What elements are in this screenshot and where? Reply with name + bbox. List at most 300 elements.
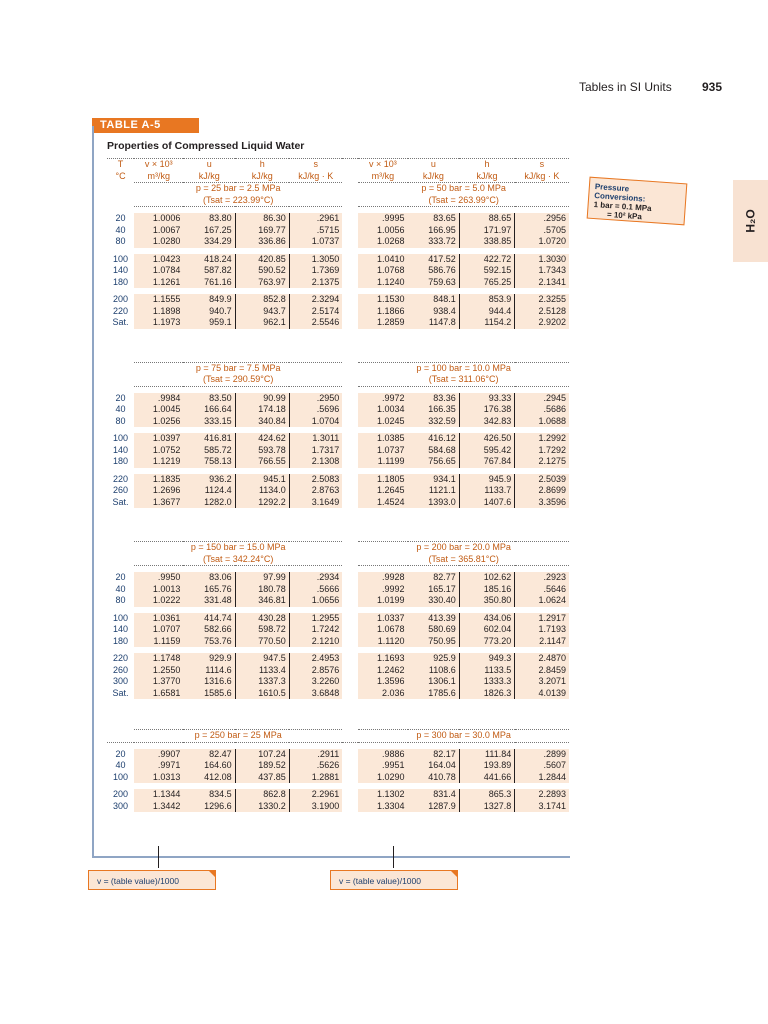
value-cell: 1.0222 — [134, 595, 183, 607]
conversion-line-2: = 10² kPa — [606, 209, 643, 222]
value-cell: 417.52 — [408, 254, 460, 266]
gap-cell — [342, 772, 358, 784]
table-frame-bottom — [92, 856, 570, 858]
value-cell: 97.99 — [235, 572, 289, 584]
value-cell: 1.1159 — [134, 636, 183, 648]
value-cell: 1133.5 — [459, 665, 514, 677]
value-cell: 418.24 — [183, 254, 235, 266]
value-cell: 1.7343 — [515, 265, 569, 277]
value-cell: 430.28 — [235, 613, 289, 625]
value-cell: 107.24 — [235, 749, 289, 761]
table-row — [107, 456, 569, 468]
tsat-left: (Tsat = 342.24°C) — [134, 554, 342, 566]
temperature-cell: 220 — [113, 473, 129, 484]
value-cell: 346.81 — [235, 595, 289, 607]
compressed-liquid-table — [107, 158, 569, 812]
temperature-cell: 20 — [115, 392, 126, 403]
note-fold-right — [450, 870, 458, 878]
temperature-cell: 140 — [113, 265, 129, 275]
value-cell: 585.72 — [183, 445, 235, 457]
value-cell: .9886 — [358, 749, 407, 761]
value-cell: .2945 — [515, 393, 569, 405]
gap-cell — [342, 497, 358, 509]
value-cell: 947.5 — [235, 653, 289, 665]
value-cell: 2.5174 — [289, 306, 342, 318]
value-cell: 1.1219 — [134, 456, 183, 468]
value-cell: 1330.2 — [235, 801, 289, 813]
table-frame-left — [92, 126, 94, 858]
conversion-line-1: 1 bar = 0.1 MPa — [593, 199, 652, 214]
value-cell: .2899 — [515, 749, 569, 761]
gap-cell — [342, 801, 358, 813]
value-cell: 2.8576 — [289, 665, 342, 677]
table-row — [107, 317, 569, 329]
table-row — [107, 676, 569, 688]
temperature-cell: 80 — [115, 595, 126, 605]
value-cell: 1.0423 — [134, 254, 183, 266]
pressure-header-row — [107, 183, 569, 195]
value-cell: 3.1900 — [289, 801, 342, 813]
value-cell: 414.74 — [183, 613, 235, 625]
header-u: u — [408, 159, 460, 171]
value-cell: 330.40 — [408, 595, 460, 607]
value-cell: .2961 — [289, 213, 342, 225]
temperature-cell: 40 — [115, 224, 126, 235]
value-cell: 763.97 — [235, 277, 289, 289]
value-cell: 1.2881 — [289, 772, 342, 784]
value-cell: 1316.6 — [183, 676, 235, 688]
value-cell: 1.3050 — [289, 254, 342, 266]
temperature-cell: 20 — [115, 213, 126, 223]
value-cell: 82.47 — [183, 749, 235, 761]
pressure-header-row — [107, 542, 569, 554]
value-cell: 761.16 — [183, 277, 235, 289]
value-cell: 2.3294 — [289, 294, 342, 306]
value-cell: 1.0034 — [358, 404, 407, 416]
value-cell: 2.8763 — [289, 485, 342, 497]
value-cell: 185.16 — [459, 584, 514, 596]
temperature-cell: 260 — [113, 664, 129, 675]
value-cell: 1.7292 — [515, 445, 569, 457]
value-cell: 1296.6 — [183, 801, 235, 813]
table-row — [107, 416, 569, 428]
gap-cell — [342, 665, 358, 677]
value-cell: 1.1898 — [134, 306, 183, 318]
value-cell: 3.3596 — [515, 497, 569, 509]
value-cell: 1.0245 — [358, 416, 407, 428]
value-cell: 1.2859 — [358, 317, 407, 329]
value-cell: 1.1805 — [358, 474, 407, 486]
value-cell: 945.9 — [459, 474, 514, 486]
table-row — [107, 624, 569, 636]
value-cell: 1.3677 — [134, 497, 183, 509]
table-row — [107, 595, 569, 607]
value-cell: 2.1275 — [515, 456, 569, 468]
value-cell: .9995 — [358, 213, 407, 225]
gap-cell — [342, 183, 358, 195]
value-cell: 333.15 — [183, 416, 235, 428]
header-s: s — [289, 159, 342, 171]
value-cell: 1.0268 — [358, 236, 407, 248]
value-cell: 1.3011 — [289, 433, 342, 445]
value-cell: 773.20 — [459, 636, 514, 648]
table-row — [107, 294, 569, 306]
value-cell: 1.0045 — [134, 404, 183, 416]
value-cell: 1133.7 — [459, 485, 514, 497]
value-cell: 1407.6 — [459, 497, 514, 509]
value-cell: 342.83 — [459, 416, 514, 428]
value-cell: 1.1240 — [358, 277, 407, 289]
temperature-cell: 80 — [115, 236, 126, 246]
temperature-cell: Sat. — [112, 496, 129, 507]
tsat-right: (Tsat = 263.99°C) — [358, 195, 569, 207]
temperature-cell: 140 — [113, 624, 129, 634]
table-row — [107, 636, 569, 648]
tsat-left: (Tsat = 290.59°C) — [134, 374, 342, 386]
gap-cell — [342, 624, 358, 636]
value-cell: 944.4 — [459, 306, 514, 318]
value-cell: 165.17 — [408, 584, 460, 596]
value-cell: 936.2 — [183, 474, 235, 486]
value-cell: 1.0006 — [134, 213, 183, 225]
gap-cell — [342, 595, 358, 607]
gap-cell — [342, 225, 358, 237]
value-cell: 2.2893 — [515, 789, 569, 801]
value-cell: 943.7 — [235, 306, 289, 318]
value-cell: 831.4 — [408, 789, 460, 801]
value-cell: 2.1147 — [515, 636, 569, 648]
value-cell: 1.0704 — [289, 416, 342, 428]
value-cell: 420.85 — [235, 254, 289, 266]
value-cell: 1337.3 — [235, 676, 289, 688]
value-cell: .9992 — [358, 584, 407, 596]
table-row — [107, 749, 569, 761]
temperature-cell: 20 — [115, 748, 126, 759]
value-cell: 176.38 — [459, 404, 514, 416]
value-cell: 171.97 — [459, 225, 514, 237]
header-enthalpy-unit: kJ/kg — [251, 170, 273, 181]
value-cell: 1.0280 — [134, 236, 183, 248]
temperature-cell: 300 — [113, 676, 129, 686]
value-cell: .5705 — [515, 225, 569, 237]
value-cell: 90.99 — [235, 393, 289, 405]
gap-cell — [342, 554, 358, 566]
temperature-cell: 180 — [113, 456, 129, 466]
temperature-cell: 20 — [115, 572, 126, 582]
value-cell: 598.72 — [235, 624, 289, 636]
gap-cell — [342, 195, 358, 207]
gap-cell — [342, 171, 358, 183]
table-label: TABLE A-5 — [92, 118, 199, 133]
temperature-cell: 100 — [113, 433, 129, 443]
value-cell: 3.1741 — [515, 801, 569, 813]
value-cell: 758.13 — [183, 456, 235, 468]
pressure-right: p = 200 bar = 20.0 MPa — [358, 542, 569, 554]
block-spacer — [107, 329, 569, 363]
value-cell: 862.8 — [235, 789, 289, 801]
value-cell: 437.85 — [235, 772, 289, 784]
value-cell: 2.036 — [358, 688, 407, 700]
temperature-cell: Sat. — [112, 317, 129, 327]
spacer-cell — [107, 329, 569, 363]
value-cell: 1.1530 — [358, 294, 407, 306]
value-cell: .5607 — [515, 760, 569, 772]
value-cell: 834.5 — [183, 789, 235, 801]
value-cell: 416.12 — [408, 433, 460, 445]
value-cell: 586.76 — [408, 265, 460, 277]
note-pointer-left — [158, 846, 159, 868]
value-cell: 767.84 — [459, 456, 514, 468]
value-cell: 1.0410 — [358, 254, 407, 266]
table-value-note-left: v = (table value)/1000 — [88, 870, 216, 890]
value-cell: 1.1973 — [134, 317, 183, 329]
gap-cell — [342, 433, 358, 445]
header-entropy-unit: kJ/kg · K — [298, 170, 334, 181]
value-cell: 2.5039 — [515, 474, 569, 486]
value-cell: 1.2955 — [289, 613, 342, 625]
header-volume-unit: m³/kg — [371, 170, 395, 181]
value-cell: 925.9 — [408, 653, 460, 665]
spacer-cell — [107, 699, 569, 730]
header-energy-unit: kJ/kg — [198, 170, 220, 181]
value-cell: 426.50 — [459, 433, 514, 445]
value-cell: 929.9 — [183, 653, 235, 665]
gap-cell — [342, 456, 358, 468]
value-cell: 189.52 — [235, 760, 289, 772]
value-cell: 1.3596 — [358, 676, 407, 688]
pressure-right: p = 50 bar = 5.0 MPa — [358, 183, 569, 195]
value-cell: 166.95 — [408, 225, 460, 237]
pressure-right: p = 300 bar = 30.0 MPa — [358, 730, 569, 743]
value-cell: 1826.3 — [459, 688, 514, 700]
block-spacer — [107, 699, 569, 730]
value-cell: 412.08 — [183, 772, 235, 784]
value-cell: 111.84 — [459, 749, 514, 761]
value-cell: 756.65 — [408, 456, 460, 468]
value-cell: 770.50 — [235, 636, 289, 648]
header-v: v × 10³ — [358, 159, 407, 171]
value-cell: 1.1120 — [358, 636, 407, 648]
value-cell: 193.89 — [459, 760, 514, 772]
value-cell: 1.0768 — [358, 265, 407, 277]
value-cell: .9907 — [134, 749, 183, 761]
conversion-title: Pressure Conversions: — [593, 182, 646, 204]
value-cell: 1.2462 — [358, 665, 407, 677]
value-cell: 165.76 — [183, 584, 235, 596]
value-cell: 338.85 — [459, 236, 514, 248]
value-cell: .5646 — [515, 584, 569, 596]
temperature-cell: Sat. — [112, 687, 129, 698]
value-cell: 1287.9 — [408, 801, 460, 813]
header-volume-unit: m³/kg — [147, 170, 170, 181]
gap-cell — [342, 317, 358, 329]
value-cell: 2.3255 — [515, 294, 569, 306]
value-cell: 584.68 — [408, 445, 460, 457]
gap-cell — [342, 294, 358, 306]
value-cell: 1.0397 — [134, 433, 183, 445]
table-row — [107, 306, 569, 318]
value-cell: 759.63 — [408, 277, 460, 289]
value-cell: 1785.6 — [408, 688, 460, 700]
value-cell: 766.55 — [235, 456, 289, 468]
header-T: T — [107, 159, 134, 171]
table-row — [107, 789, 569, 801]
value-cell: 1.0256 — [134, 416, 183, 428]
value-cell: 1.2696 — [134, 485, 183, 497]
value-cell: 424.62 — [235, 433, 289, 445]
value-cell: 169.77 — [235, 225, 289, 237]
value-cell: 2.5546 — [289, 317, 342, 329]
value-cell: 2.5128 — [515, 306, 569, 318]
gap-cell — [342, 485, 358, 497]
value-cell: 582.66 — [183, 624, 235, 636]
table-row — [107, 801, 569, 813]
value-cell: 1.1693 — [358, 653, 407, 665]
value-cell: .2950 — [289, 393, 342, 405]
table-row — [107, 225, 569, 237]
gap-cell — [342, 265, 358, 277]
value-cell: 83.50 — [183, 393, 235, 405]
header-u: u — [183, 159, 235, 171]
value-cell: 441.66 — [459, 772, 514, 784]
table-row — [107, 772, 569, 784]
running-head: Tables in SI Units — [579, 80, 672, 94]
value-cell: 580.69 — [408, 624, 460, 636]
value-cell: .5696 — [289, 404, 342, 416]
pressure-conversion-note — [587, 177, 688, 226]
value-cell: 164.60 — [183, 760, 235, 772]
table-row — [107, 613, 569, 625]
header-row-units — [107, 171, 569, 183]
table-row — [107, 277, 569, 289]
value-cell: 1.0385 — [358, 433, 407, 445]
value-cell: 413.39 — [408, 613, 460, 625]
table-row — [107, 393, 569, 405]
value-cell: 938.4 — [408, 306, 460, 318]
gap-cell — [342, 653, 358, 665]
value-cell: 1393.0 — [408, 497, 460, 509]
value-cell: 1610.5 — [235, 688, 289, 700]
value-cell: 1154.2 — [459, 317, 514, 329]
gap-cell — [342, 676, 358, 688]
temperature-cell: 100 — [113, 771, 129, 782]
value-cell: 1.0656 — [289, 595, 342, 607]
value-cell: 350.80 — [459, 595, 514, 607]
table-row — [107, 665, 569, 677]
pressure-left: p = 75 bar = 7.5 MPa — [134, 362, 342, 374]
temperature-cell: 100 — [113, 253, 129, 264]
value-cell: 1.7317 — [289, 445, 342, 457]
pressure-left: p = 25 bar = 2.5 MPa — [134, 183, 342, 195]
temperature-cell: 40 — [115, 404, 126, 414]
value-cell: 2.4870 — [515, 653, 569, 665]
value-cell: .5686 — [515, 404, 569, 416]
value-cell: 93.33 — [459, 393, 514, 405]
header-h: h — [459, 159, 514, 171]
temperature-cell: 40 — [115, 583, 126, 594]
value-cell: 83.36 — [408, 393, 460, 405]
value-cell: 1.1199 — [358, 456, 407, 468]
gap-cell — [342, 393, 358, 405]
value-cell: 1.0737 — [289, 236, 342, 248]
gap-cell — [342, 542, 358, 554]
value-cell: 1.7193 — [515, 624, 569, 636]
value-cell: 1306.1 — [408, 676, 460, 688]
value-cell: 340.84 — [235, 416, 289, 428]
gap-cell — [342, 789, 358, 801]
value-cell: 2.1375 — [289, 277, 342, 289]
temperature-cell: 40 — [115, 760, 126, 770]
value-cell: 166.35 — [408, 404, 460, 416]
value-cell: 1.0013 — [134, 584, 183, 596]
value-cell: 1.0067 — [134, 225, 183, 237]
value-cell: 1.0688 — [515, 416, 569, 428]
value-cell: .9972 — [358, 393, 407, 405]
value-cell: 1.2550 — [134, 665, 183, 677]
value-cell: 2.9202 — [515, 317, 569, 329]
value-cell: 1.2917 — [515, 613, 569, 625]
header-temperature-unit: °C — [115, 170, 126, 181]
saturation-temp-row — [107, 374, 569, 386]
temperature-cell: 180 — [113, 635, 129, 646]
value-cell: 422.72 — [459, 254, 514, 266]
temperature-cell: 200 — [113, 789, 129, 799]
temperature-cell: 200 — [113, 294, 129, 304]
value-cell: 1.1555 — [134, 294, 183, 306]
gap-cell — [342, 636, 358, 648]
value-cell: 1.1344 — [134, 789, 183, 801]
value-cell: 1.2645 — [358, 485, 407, 497]
table-title: Properties of Compressed Liquid Water — [107, 140, 305, 152]
table-row — [107, 433, 569, 445]
value-cell: 1133.4 — [235, 665, 289, 677]
blank-cell — [107, 730, 134, 743]
value-cell: .9984 — [134, 393, 183, 405]
gap-cell — [342, 159, 358, 171]
value-cell: 416.81 — [183, 433, 235, 445]
value-cell: 849.9 — [183, 294, 235, 306]
value-cell: 434.06 — [459, 613, 514, 625]
value-cell: 1333.3 — [459, 676, 514, 688]
temperature-cell: 80 — [115, 415, 126, 426]
value-cell: 1327.8 — [459, 801, 514, 813]
value-cell: 959.1 — [183, 317, 235, 329]
value-cell: 1121.1 — [408, 485, 460, 497]
table-value-note-right: v = (table value)/1000 — [330, 870, 458, 890]
value-cell: 166.64 — [183, 404, 235, 416]
value-cell: 1.0313 — [134, 772, 183, 784]
gap-cell — [342, 584, 358, 596]
blank-cell — [107, 374, 134, 386]
gap-cell — [342, 374, 358, 386]
table-row — [107, 213, 569, 225]
value-cell: 332.59 — [408, 416, 460, 428]
value-cell: 86.30 — [235, 213, 289, 225]
temperature-cell: 220 — [113, 305, 129, 316]
header-enthalpy-unit: kJ/kg — [476, 170, 498, 181]
value-cell: 410.78 — [408, 772, 460, 784]
value-cell: 1.6581 — [134, 688, 183, 700]
value-cell: 1.0752 — [134, 445, 183, 457]
table-row — [107, 474, 569, 486]
value-cell: 2.1308 — [289, 456, 342, 468]
table-row — [107, 688, 569, 700]
value-cell: 1.1261 — [134, 277, 183, 289]
value-cell: .5626 — [289, 760, 342, 772]
value-cell: 3.6848 — [289, 688, 342, 700]
value-cell: 83.06 — [183, 572, 235, 584]
value-cell: 2.1210 — [289, 636, 342, 648]
